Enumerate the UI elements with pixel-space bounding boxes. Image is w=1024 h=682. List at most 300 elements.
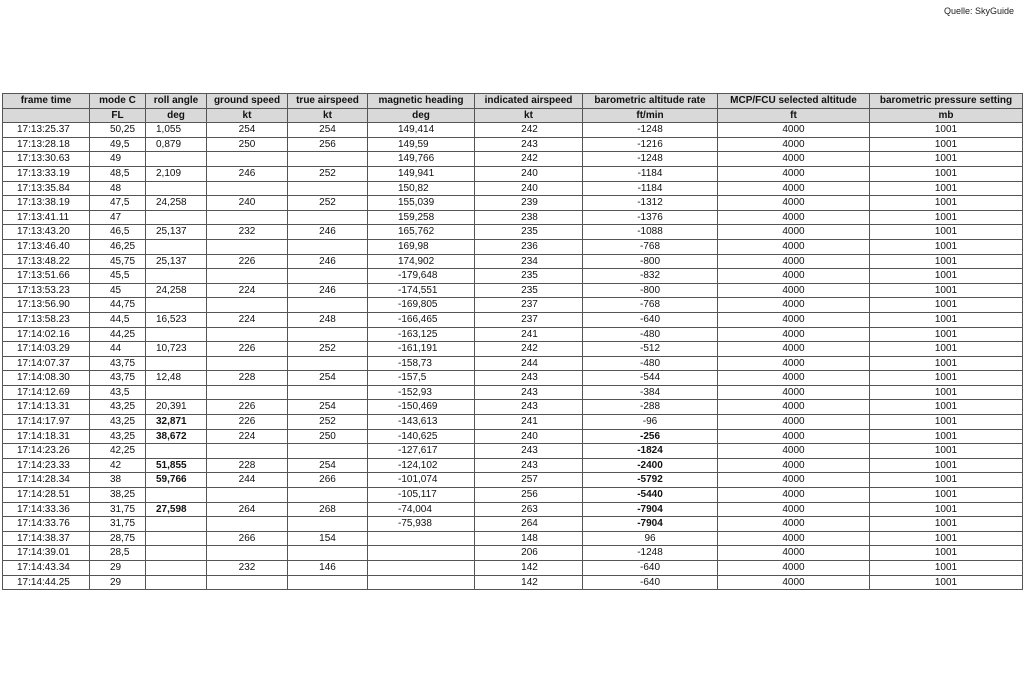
table-row [3, 312, 1023, 327]
cell-mcp-fcu-selected-altitude: 4000 [718, 429, 870, 444]
cell-true-airspeed [288, 517, 368, 532]
unit-mode-c: FL [90, 108, 146, 123]
cell-true-airspeed: 268 [288, 502, 368, 517]
cell-barometric-altitude-rate: -5792 [583, 473, 718, 488]
cell-mcp-fcu-selected-altitude: 4000 [718, 181, 870, 196]
cell-true-airspeed: 246 [288, 283, 368, 298]
cell-mode-c: 31,75 [90, 517, 146, 532]
cell-barometric-altitude-rate: -7904 [583, 502, 718, 517]
cell-magnetic-heading: -179,648 [368, 269, 475, 284]
cell-frame-time: 17:14:03.29 [3, 342, 90, 357]
cell-barometric-altitude-rate: -1088 [583, 225, 718, 240]
cell-mcp-fcu-selected-altitude: 4000 [718, 415, 870, 430]
cell-ground-speed: 224 [207, 283, 288, 298]
cell-magnetic-heading: -127,617 [368, 444, 475, 459]
cell-indicated-airspeed: 237 [475, 312, 583, 327]
table-row [3, 502, 1023, 517]
cell-true-airspeed: 246 [288, 225, 368, 240]
cell-magnetic-heading: -74,004 [368, 502, 475, 517]
table-row [3, 531, 1023, 546]
cell-mcp-fcu-selected-altitude: 4000 [718, 298, 870, 313]
cell-mcp-fcu-selected-altitude: 4000 [718, 312, 870, 327]
cell-roll-angle [146, 239, 207, 254]
cell-barometric-altitude-rate: -1312 [583, 196, 718, 211]
cell-barometric-altitude-rate: -7904 [583, 517, 718, 532]
cell-indicated-airspeed: 242 [475, 123, 583, 138]
cell-magnetic-heading: -161,191 [368, 342, 475, 357]
cell-mcp-fcu-selected-altitude: 4000 [718, 327, 870, 342]
cell-mcp-fcu-selected-altitude: 4000 [718, 137, 870, 152]
cell-roll-angle [146, 181, 207, 196]
cell-frame-time: 17:13:25.37 [3, 123, 90, 138]
cell-magnetic-heading: 149,766 [368, 152, 475, 167]
cell-mcp-fcu-selected-altitude: 4000 [718, 210, 870, 225]
cell-frame-time: 17:13:28.18 [3, 137, 90, 152]
cell-barometric-pressure-setting: 1001 [870, 575, 1023, 590]
unit-true-airspeed: kt [288, 108, 368, 123]
cell-roll-angle: 38,672 [146, 429, 207, 444]
cell-true-airspeed: 252 [288, 196, 368, 211]
table-row [3, 444, 1023, 459]
cell-ground-speed [207, 575, 288, 590]
cell-mcp-fcu-selected-altitude: 4000 [718, 488, 870, 503]
cell-magnetic-heading: -157,5 [368, 371, 475, 386]
unit-ground-speed: kt [207, 108, 288, 123]
cell-barometric-pressure-setting: 1001 [870, 458, 1023, 473]
cell-barometric-pressure-setting: 1001 [870, 269, 1023, 284]
cell-roll-angle [146, 488, 207, 503]
cell-mode-c: 46,5 [90, 225, 146, 240]
cell-true-airspeed: 252 [288, 166, 368, 181]
cell-barometric-pressure-setting: 1001 [870, 444, 1023, 459]
cell-true-airspeed [288, 385, 368, 400]
unit-indicated-airspeed: kt [475, 108, 583, 123]
cell-ground-speed [207, 517, 288, 532]
table-row [3, 400, 1023, 415]
header-magnetic-heading: magnetic heading [368, 94, 475, 109]
cell-true-airspeed [288, 546, 368, 561]
cell-frame-time: 17:14:23.33 [3, 458, 90, 473]
cell-indicated-airspeed: 242 [475, 342, 583, 357]
cell-barometric-altitude-rate: -640 [583, 561, 718, 576]
header-true-airspeed: true airspeed [288, 94, 368, 109]
cell-indicated-airspeed: 243 [475, 400, 583, 415]
cell-indicated-airspeed: 243 [475, 385, 583, 400]
cell-magnetic-heading: -124,102 [368, 458, 475, 473]
cell-magnetic-heading: -140,625 [368, 429, 475, 444]
cell-barometric-pressure-setting: 1001 [870, 312, 1023, 327]
cell-true-airspeed: 254 [288, 371, 368, 386]
cell-mcp-fcu-selected-altitude: 4000 [718, 400, 870, 415]
cell-magnetic-heading: 159,258 [368, 210, 475, 225]
cell-frame-time: 17:13:41.11 [3, 210, 90, 225]
table-row [3, 473, 1023, 488]
cell-barometric-pressure-setting: 1001 [870, 283, 1023, 298]
cell-indicated-airspeed: 235 [475, 225, 583, 240]
cell-roll-angle: 20,391 [146, 400, 207, 415]
cell-barometric-altitude-rate: -1184 [583, 166, 718, 181]
cell-barometric-altitude-rate: -1824 [583, 444, 718, 459]
cell-true-airspeed [288, 298, 368, 313]
cell-roll-angle: 12,48 [146, 371, 207, 386]
cell-ground-speed: 224 [207, 312, 288, 327]
cell-mode-c: 42 [90, 458, 146, 473]
cell-barometric-altitude-rate: -1248 [583, 123, 718, 138]
cell-mode-c: 44,5 [90, 312, 146, 327]
cell-indicated-airspeed: 244 [475, 356, 583, 371]
cell-barometric-pressure-setting: 1001 [870, 225, 1023, 240]
cell-mcp-fcu-selected-altitude: 4000 [718, 385, 870, 400]
cell-barometric-altitude-rate: -640 [583, 312, 718, 327]
cell-barometric-altitude-rate: -480 [583, 327, 718, 342]
cell-frame-time: 17:14:28.34 [3, 473, 90, 488]
cell-barometric-altitude-rate: -1248 [583, 546, 718, 561]
cell-true-airspeed: 146 [288, 561, 368, 576]
cell-magnetic-heading: 155,039 [368, 196, 475, 211]
cell-barometric-pressure-setting: 1001 [870, 196, 1023, 211]
cell-mode-c: 45,5 [90, 269, 146, 284]
cell-barometric-pressure-setting: 1001 [870, 400, 1023, 415]
cell-barometric-pressure-setting: 1001 [870, 488, 1023, 503]
cell-roll-angle [146, 356, 207, 371]
table-row [3, 488, 1023, 503]
cell-frame-time: 17:14:33.36 [3, 502, 90, 517]
cell-mcp-fcu-selected-altitude: 4000 [718, 546, 870, 561]
cell-barometric-pressure-setting: 1001 [870, 517, 1023, 532]
header-ground-speed: ground speed [207, 94, 288, 109]
cell-true-airspeed: 254 [288, 458, 368, 473]
cell-magnetic-heading: 149,941 [368, 166, 475, 181]
cell-mode-c: 44 [90, 342, 146, 357]
cell-frame-time: 17:13:38.19 [3, 196, 90, 211]
cell-barometric-pressure-setting: 1001 [870, 166, 1023, 181]
cell-roll-angle: 51,855 [146, 458, 207, 473]
cell-ground-speed [207, 488, 288, 503]
cell-roll-angle: 2,109 [146, 166, 207, 181]
cell-barometric-altitude-rate: -640 [583, 575, 718, 590]
cell-magnetic-heading [368, 531, 475, 546]
cell-true-airspeed: 254 [288, 123, 368, 138]
cell-mode-c: 44,75 [90, 298, 146, 313]
cell-indicated-airspeed: 243 [475, 137, 583, 152]
cell-true-airspeed: 154 [288, 531, 368, 546]
cell-barometric-pressure-setting: 1001 [870, 546, 1023, 561]
table-row [3, 371, 1023, 386]
cell-frame-time: 17:14:43.34 [3, 561, 90, 576]
table-row [3, 429, 1023, 444]
cell-barometric-pressure-setting: 1001 [870, 137, 1023, 152]
cell-barometric-altitude-rate: -544 [583, 371, 718, 386]
cell-indicated-airspeed: 243 [475, 444, 583, 459]
cell-mode-c: 49,5 [90, 137, 146, 152]
cell-ground-speed: 226 [207, 400, 288, 415]
cell-barometric-altitude-rate: -96 [583, 415, 718, 430]
cell-mode-c: 43,75 [90, 371, 146, 386]
cell-roll-angle: 10,723 [146, 342, 207, 357]
cell-mcp-fcu-selected-altitude: 4000 [718, 123, 870, 138]
cell-barometric-altitude-rate: -800 [583, 254, 718, 269]
cell-frame-time: 17:14:13.31 [3, 400, 90, 415]
cell-magnetic-heading: -105,117 [368, 488, 475, 503]
cell-ground-speed [207, 239, 288, 254]
cell-barometric-pressure-setting: 1001 [870, 298, 1023, 313]
cell-frame-time: 17:14:33.76 [3, 517, 90, 532]
cell-true-airspeed [288, 444, 368, 459]
cell-mode-c: 28,5 [90, 546, 146, 561]
cell-frame-time: 17:14:12.69 [3, 385, 90, 400]
cell-barometric-altitude-rate: -2400 [583, 458, 718, 473]
cell-barometric-altitude-rate: -1184 [583, 181, 718, 196]
cell-magnetic-heading: 149,59 [368, 137, 475, 152]
cell-barometric-pressure-setting: 1001 [870, 327, 1023, 342]
cell-roll-angle: 59,766 [146, 473, 207, 488]
cell-mode-c: 44,25 [90, 327, 146, 342]
table-row [3, 327, 1023, 342]
header-barometric-pressure-setting: barometric pressure setting [870, 94, 1023, 109]
cell-magnetic-heading: 165,762 [368, 225, 475, 240]
cell-ground-speed [207, 327, 288, 342]
cell-frame-time: 17:14:18.31 [3, 429, 90, 444]
cell-roll-angle [146, 210, 207, 225]
cell-roll-angle: 25,137 [146, 225, 207, 240]
cell-true-airspeed [288, 210, 368, 225]
cell-barometric-pressure-setting: 1001 [870, 415, 1023, 430]
cell-magnetic-heading: -152,93 [368, 385, 475, 400]
cell-indicated-airspeed: 240 [475, 429, 583, 444]
cell-true-airspeed: 248 [288, 312, 368, 327]
cell-frame-time: 17:13:43.20 [3, 225, 90, 240]
cell-barometric-pressure-setting: 1001 [870, 429, 1023, 444]
cell-roll-angle [146, 298, 207, 313]
cell-frame-time: 17:14:02.16 [3, 327, 90, 342]
unit-frame-time [3, 108, 90, 123]
cell-indicated-airspeed: 238 [475, 210, 583, 225]
cell-mcp-fcu-selected-altitude: 4000 [718, 152, 870, 167]
cell-true-airspeed: 266 [288, 473, 368, 488]
cell-indicated-airspeed: 243 [475, 371, 583, 386]
header-indicated-airspeed: indicated airspeed [475, 94, 583, 109]
cell-magnetic-heading: -143,613 [368, 415, 475, 430]
cell-indicated-airspeed: 142 [475, 575, 583, 590]
cell-indicated-airspeed: 237 [475, 298, 583, 313]
table-row [3, 283, 1023, 298]
cell-roll-angle [146, 269, 207, 284]
cell-frame-time: 17:13:58.23 [3, 312, 90, 327]
cell-barometric-pressure-setting: 1001 [870, 210, 1023, 225]
cell-true-airspeed [288, 575, 368, 590]
header-roll-angle: roll angle [146, 94, 207, 109]
table-row [3, 356, 1023, 371]
header-frame-time: frame time [3, 94, 90, 109]
cell-magnetic-heading: 174,902 [368, 254, 475, 269]
cell-magnetic-heading [368, 561, 475, 576]
cell-indicated-airspeed: 236 [475, 239, 583, 254]
cell-barometric-altitude-rate: -5440 [583, 488, 718, 503]
cell-indicated-airspeed: 243 [475, 458, 583, 473]
cell-magnetic-heading: -166,465 [368, 312, 475, 327]
cell-mode-c: 43,75 [90, 356, 146, 371]
cell-mode-c: 45 [90, 283, 146, 298]
table-row [3, 254, 1023, 269]
header-row [3, 94, 1023, 109]
cell-barometric-altitude-rate: -384 [583, 385, 718, 400]
cell-mcp-fcu-selected-altitude: 4000 [718, 575, 870, 590]
cell-ground-speed [207, 298, 288, 313]
cell-mode-c: 43,25 [90, 415, 146, 430]
cell-roll-angle [146, 531, 207, 546]
cell-mode-c: 47,5 [90, 196, 146, 211]
cell-barometric-altitude-rate: -1248 [583, 152, 718, 167]
cell-barometric-altitude-rate: -1216 [583, 137, 718, 152]
cell-indicated-airspeed: 148 [475, 531, 583, 546]
cell-frame-time: 17:13:33.19 [3, 166, 90, 181]
cell-frame-time: 17:14:07.37 [3, 356, 90, 371]
cell-indicated-airspeed: 242 [475, 152, 583, 167]
cell-ground-speed: 226 [207, 342, 288, 357]
cell-indicated-airspeed: 239 [475, 196, 583, 211]
cell-mcp-fcu-selected-altitude: 4000 [718, 561, 870, 576]
table-row [3, 575, 1023, 590]
cell-ground-speed: 226 [207, 254, 288, 269]
cell-true-airspeed: 252 [288, 342, 368, 357]
cell-roll-angle: 25,137 [146, 254, 207, 269]
cell-barometric-pressure-setting: 1001 [870, 561, 1023, 576]
cell-mode-c: 29 [90, 575, 146, 590]
cell-barometric-altitude-rate: -480 [583, 356, 718, 371]
cell-frame-time: 17:14:39.01 [3, 546, 90, 561]
cell-frame-time: 17:14:17.97 [3, 415, 90, 430]
cell-ground-speed [207, 356, 288, 371]
cell-frame-time: 17:13:53.23 [3, 283, 90, 298]
cell-mcp-fcu-selected-altitude: 4000 [718, 254, 870, 269]
cell-frame-time: 17:14:23.26 [3, 444, 90, 459]
cell-mcp-fcu-selected-altitude: 4000 [718, 458, 870, 473]
cell-true-airspeed [288, 269, 368, 284]
flight-data-table-container [2, 93, 1022, 590]
cell-mode-c: 31,75 [90, 502, 146, 517]
cell-mode-c: 48,5 [90, 166, 146, 181]
cell-barometric-pressure-setting: 1001 [870, 123, 1023, 138]
cell-ground-speed: 244 [207, 473, 288, 488]
cell-mcp-fcu-selected-altitude: 4000 [718, 269, 870, 284]
table-row [3, 298, 1023, 313]
cell-true-airspeed [288, 152, 368, 167]
table-row [3, 123, 1023, 138]
unit-roll-angle: deg [146, 108, 207, 123]
cell-ground-speed: 232 [207, 561, 288, 576]
cell-indicated-airspeed: 240 [475, 181, 583, 196]
unit-barometric-altitude-rate: ft/min [583, 108, 718, 123]
cell-frame-time: 17:14:08.30 [3, 371, 90, 386]
table-row [3, 269, 1023, 284]
cell-barometric-altitude-rate: -832 [583, 269, 718, 284]
cell-mode-c: 42,25 [90, 444, 146, 459]
cell-true-airspeed [288, 239, 368, 254]
cell-barometric-pressure-setting: 1001 [870, 531, 1023, 546]
cell-mode-c: 45,75 [90, 254, 146, 269]
cell-ground-speed: 228 [207, 458, 288, 473]
cell-ground-speed: 254 [207, 123, 288, 138]
table-row [3, 342, 1023, 357]
cell-frame-time: 17:14:44.25 [3, 575, 90, 590]
cell-barometric-altitude-rate: -256 [583, 429, 718, 444]
cell-indicated-airspeed: 234 [475, 254, 583, 269]
table-row [3, 517, 1023, 532]
cell-indicated-airspeed: 142 [475, 561, 583, 576]
unit-magnetic-heading: deg [368, 108, 475, 123]
cell-roll-angle [146, 561, 207, 576]
cell-ground-speed: 250 [207, 137, 288, 152]
cell-mode-c: 43,5 [90, 385, 146, 400]
cell-indicated-airspeed: 241 [475, 327, 583, 342]
cell-mode-c: 43,25 [90, 429, 146, 444]
cell-ground-speed: 246 [207, 166, 288, 181]
cell-mcp-fcu-selected-altitude: 4000 [718, 283, 870, 298]
cell-indicated-airspeed: 240 [475, 166, 583, 181]
cell-indicated-airspeed: 264 [475, 517, 583, 532]
cell-ground-speed [207, 385, 288, 400]
unit-mcp-fcu-selected-altitude: ft [718, 108, 870, 123]
cell-barometric-pressure-setting: 1001 [870, 473, 1023, 488]
table-row [3, 546, 1023, 561]
cell-mode-c: 38 [90, 473, 146, 488]
cell-ground-speed: 240 [207, 196, 288, 211]
cell-ground-speed: 224 [207, 429, 288, 444]
cell-barometric-pressure-setting: 1001 [870, 181, 1023, 196]
cell-mode-c: 49 [90, 152, 146, 167]
table-body [3, 123, 1023, 590]
cell-roll-angle [146, 546, 207, 561]
cell-true-airspeed: 254 [288, 400, 368, 415]
cell-indicated-airspeed: 256 [475, 488, 583, 503]
table-row [3, 458, 1023, 473]
cell-roll-angle [146, 385, 207, 400]
cell-mcp-fcu-selected-altitude: 4000 [718, 371, 870, 386]
cell-mcp-fcu-selected-altitude: 4000 [718, 517, 870, 532]
header-mode-c: mode C [90, 94, 146, 109]
cell-roll-angle [146, 517, 207, 532]
cell-roll-angle [146, 575, 207, 590]
cell-frame-time: 17:13:48.22 [3, 254, 90, 269]
cell-mcp-fcu-selected-altitude: 4000 [718, 166, 870, 181]
cell-ground-speed [207, 181, 288, 196]
cell-magnetic-heading [368, 575, 475, 590]
cell-ground-speed: 264 [207, 502, 288, 517]
cell-magnetic-heading: -163,125 [368, 327, 475, 342]
cell-indicated-airspeed: 241 [475, 415, 583, 430]
cell-roll-angle: 16,523 [146, 312, 207, 327]
cell-true-airspeed: 256 [288, 137, 368, 152]
cell-barometric-pressure-setting: 1001 [870, 342, 1023, 357]
cell-roll-angle [146, 152, 207, 167]
table-row [3, 225, 1023, 240]
cell-ground-speed: 266 [207, 531, 288, 546]
cell-mcp-fcu-selected-altitude: 4000 [718, 239, 870, 254]
cell-barometric-pressure-setting: 1001 [870, 152, 1023, 167]
cell-mode-c: 38,25 [90, 488, 146, 503]
table-row [3, 181, 1023, 196]
cell-magnetic-heading [368, 546, 475, 561]
table-row [3, 415, 1023, 430]
cell-true-airspeed [288, 356, 368, 371]
cell-ground-speed: 228 [207, 371, 288, 386]
cell-magnetic-heading: -101,074 [368, 473, 475, 488]
cell-magnetic-heading: 149,414 [368, 123, 475, 138]
cell-barometric-pressure-setting: 1001 [870, 356, 1023, 371]
cell-roll-angle: 24,258 [146, 196, 207, 211]
cell-frame-time: 17:13:35.84 [3, 181, 90, 196]
cell-barometric-altitude-rate: -768 [583, 239, 718, 254]
